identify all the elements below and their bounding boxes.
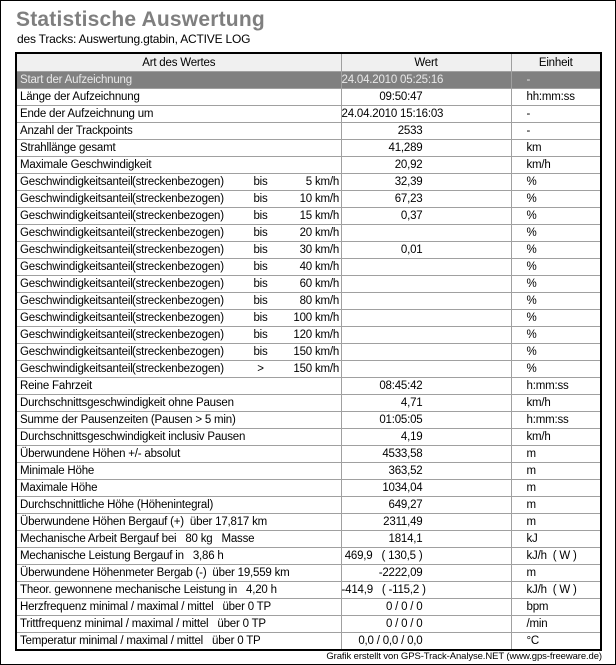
row-unit: - bbox=[511, 123, 600, 140]
row-unit: % bbox=[511, 208, 600, 225]
column-header-unit[interactable]: Einheit bbox=[511, 54, 600, 72]
table-row[interactable] bbox=[17, 276, 600, 293]
table-row[interactable] bbox=[17, 344, 600, 361]
table-row[interactable] bbox=[17, 412, 600, 429]
row-value: 1814,1 bbox=[341, 531, 511, 548]
table-row[interactable] bbox=[17, 174, 600, 191]
speed-qualifier: (streckenbezogen) bbox=[132, 227, 224, 239]
row-label bbox=[17, 276, 341, 293]
row-unit: km/h bbox=[511, 395, 600, 412]
row-label: Mechanische Leistung Bergauf in 3,86 h bbox=[17, 548, 341, 565]
row-value: 20,92 bbox=[341, 157, 511, 174]
row-value: 0,37 bbox=[341, 208, 511, 225]
row-value: 2533 bbox=[341, 123, 511, 140]
table-row[interactable] bbox=[17, 616, 600, 633]
speed-limit: 5 bbox=[305, 176, 312, 188]
speed-label: Geschwindigkeitsanteil bbox=[20, 176, 133, 188]
row-unit: % bbox=[511, 327, 600, 344]
row-unit: m bbox=[511, 497, 600, 514]
speed-qualifier: (streckenbezogen) bbox=[132, 346, 224, 358]
speed-qualifier: (streckenbezogen) bbox=[132, 193, 224, 205]
table-row[interactable] bbox=[17, 480, 600, 497]
row-label bbox=[17, 310, 341, 327]
row-value bbox=[341, 327, 511, 344]
row-value: 0,0 / 0,0 / 0,0 bbox=[341, 633, 511, 650]
row-label: Summe der Pausenzeiten (Pausen > 5 min) bbox=[17, 412, 341, 429]
speed-limit-unit: km/h bbox=[315, 278, 340, 290]
table-row[interactable] bbox=[17, 531, 600, 548]
table-row[interactable] bbox=[17, 191, 600, 208]
table-row[interactable] bbox=[17, 106, 600, 123]
table-row[interactable] bbox=[17, 242, 600, 259]
speed-label: Geschwindigkeitsanteil bbox=[20, 329, 133, 341]
row-unit: % bbox=[511, 242, 600, 259]
row-value: -414,9 ( -115,2 ) bbox=[341, 582, 511, 599]
speed-limit: 150 bbox=[293, 363, 312, 375]
row-label: Anzahl der Trackpoints bbox=[17, 123, 341, 140]
table-row[interactable] bbox=[17, 446, 600, 463]
row-unit: km/h bbox=[511, 429, 600, 446]
row-label: Überwundene Höhenmeter Bergab (-) über 19,559 km bbox=[17, 565, 341, 582]
speed-operator: bis bbox=[253, 278, 268, 290]
speed-label: Geschwindigkeitsanteil bbox=[20, 295, 133, 307]
speed-operator: bis bbox=[253, 329, 268, 341]
row-value bbox=[341, 344, 511, 361]
speed-limit: 15 bbox=[299, 210, 312, 222]
table-row[interactable] bbox=[17, 361, 600, 378]
table-header-row bbox=[17, 54, 600, 72]
speed-limit-unit: km/h bbox=[315, 363, 340, 375]
row-value bbox=[341, 276, 511, 293]
table-row[interactable] bbox=[17, 123, 600, 140]
row-unit: % bbox=[511, 276, 600, 293]
table-row[interactable] bbox=[17, 225, 600, 242]
table-row[interactable] bbox=[17, 157, 600, 174]
row-label: Überwundene Höhen Bergauf (+) über 17,817 km bbox=[17, 514, 341, 531]
speed-operator: bis bbox=[253, 210, 268, 222]
row-label: Durchschnittsgeschwindigkeit inclusiv Pausen bbox=[17, 429, 341, 446]
row-unit: m bbox=[511, 514, 600, 531]
table-row[interactable] bbox=[17, 548, 600, 565]
table-body bbox=[17, 72, 600, 650]
row-value bbox=[341, 259, 511, 276]
speed-operator: bis bbox=[253, 244, 268, 256]
table-row[interactable] bbox=[17, 259, 600, 276]
row-label: Herzfrequenz minimal / maximal / mittel über 0 TP bbox=[17, 599, 341, 616]
row-unit: km/h bbox=[511, 157, 600, 174]
row-value: 469,9 ( 130,5 ) bbox=[341, 548, 511, 565]
speed-limit: 150 bbox=[293, 346, 312, 358]
row-label bbox=[17, 259, 341, 276]
speed-qualifier: (streckenbezogen) bbox=[132, 329, 224, 341]
row-label: Start der Aufzeichnung bbox=[17, 72, 341, 89]
row-label bbox=[17, 293, 341, 310]
row-label: Durchschnittsgeschwindigkeit ohne Pausen bbox=[17, 395, 341, 412]
speed-limit-unit: km/h bbox=[315, 261, 340, 273]
speed-limit: 10 bbox=[299, 193, 312, 205]
speed-operator: bis bbox=[253, 227, 268, 239]
row-value: 363,52 bbox=[341, 463, 511, 480]
table-row[interactable] bbox=[17, 72, 600, 89]
row-label bbox=[17, 174, 341, 191]
row-value: 41,289 bbox=[341, 140, 511, 157]
report-title: Statistische Auswertung bbox=[16, 8, 265, 31]
speed-limit: 100 bbox=[293, 312, 312, 324]
row-unit: % bbox=[511, 361, 600, 378]
speed-label: Geschwindigkeitsanteil bbox=[20, 346, 133, 358]
table-row[interactable] bbox=[17, 395, 600, 412]
speed-operator: > bbox=[257, 363, 264, 375]
row-value: 01:05:05 bbox=[341, 412, 511, 429]
row-value: 4533,58 bbox=[341, 446, 511, 463]
table-row[interactable] bbox=[17, 429, 600, 446]
table-row[interactable] bbox=[17, 378, 600, 395]
row-label: Überwundene Höhen +/- absolut bbox=[17, 446, 341, 463]
speed-qualifier: (streckenbezogen) bbox=[132, 210, 224, 222]
speed-limit: 80 bbox=[299, 295, 312, 307]
speed-qualifier: (streckenbezogen) bbox=[132, 295, 224, 307]
row-unit: m bbox=[511, 446, 600, 463]
row-label: Temperatur minimal / maximal / mittel über 0 TP bbox=[17, 633, 341, 650]
speed-limit-unit: km/h bbox=[315, 210, 340, 222]
row-value: 4,19 bbox=[341, 429, 511, 446]
table-row[interactable] bbox=[17, 208, 600, 225]
speed-limit: 20 bbox=[299, 227, 312, 239]
row-label bbox=[17, 191, 341, 208]
row-unit: % bbox=[511, 293, 600, 310]
row-unit: % bbox=[511, 225, 600, 242]
table-row[interactable] bbox=[17, 327, 600, 344]
speed-limit-unit: km/h bbox=[315, 176, 340, 188]
speed-limit: 30 bbox=[299, 244, 312, 256]
row-unit: % bbox=[511, 191, 600, 208]
row-label: Länge der Aufzeichnung bbox=[17, 89, 341, 106]
table-row[interactable] bbox=[17, 565, 600, 582]
speed-operator: bis bbox=[253, 312, 268, 324]
table-row[interactable] bbox=[17, 599, 600, 616]
speed-qualifier: (streckenbezogen) bbox=[132, 312, 224, 324]
row-value: 4,71 bbox=[341, 395, 511, 412]
speed-operator: bis bbox=[253, 176, 268, 188]
row-label: Maximale Geschwindigkeit bbox=[17, 157, 341, 174]
row-value bbox=[341, 293, 511, 310]
speed-limit: 120 bbox=[293, 329, 312, 341]
row-unit: bpm bbox=[511, 599, 600, 616]
speed-qualifier: (streckenbezogen) bbox=[132, 363, 224, 375]
row-unit: kJ/h ( W ) bbox=[511, 548, 600, 565]
speed-qualifier: (streckenbezogen) bbox=[132, 244, 224, 256]
row-label: Theor. gewonnene mechanische Leistung in 4,20 h bbox=[17, 582, 341, 599]
speed-limit-unit: km/h bbox=[315, 295, 340, 307]
row-value: -2222,09 bbox=[341, 565, 511, 582]
speed-operator: bis bbox=[253, 193, 268, 205]
row-value: 09:50:47 bbox=[341, 89, 511, 106]
speed-limit-unit: km/h bbox=[315, 244, 340, 256]
row-unit: hh:mm:ss bbox=[511, 89, 600, 106]
row-unit: % bbox=[511, 174, 600, 191]
table-row[interactable] bbox=[17, 514, 600, 531]
row-label bbox=[17, 327, 341, 344]
table-row[interactable] bbox=[17, 310, 600, 327]
speed-label: Geschwindigkeitsanteil bbox=[20, 312, 133, 324]
row-unit: - bbox=[511, 106, 600, 123]
speed-label: Geschwindigkeitsanteil bbox=[20, 193, 133, 205]
row-unit: m bbox=[511, 463, 600, 480]
row-value: 24.04.2010 05:25:16 bbox=[341, 72, 511, 89]
row-label bbox=[17, 361, 341, 378]
speed-operator: bis bbox=[253, 295, 268, 307]
statistics-table-container bbox=[15, 52, 602, 651]
row-value: 08:45:42 bbox=[341, 378, 511, 395]
row-label bbox=[17, 344, 341, 361]
row-unit: - bbox=[511, 72, 600, 89]
speed-operator: bis bbox=[253, 261, 268, 273]
row-unit: °C bbox=[526, 635, 540, 647]
row-label: Trittfrequenz minimal / maximal / mittel über 0 TP bbox=[17, 616, 341, 633]
speed-operator: bis bbox=[253, 346, 268, 358]
table-row[interactable] bbox=[17, 293, 600, 310]
table-row[interactable] bbox=[17, 89, 600, 106]
speed-label: Geschwindigkeitsanteil bbox=[20, 261, 133, 273]
row-unit: % bbox=[511, 344, 600, 361]
row-value: 649,27 bbox=[341, 497, 511, 514]
row-unit: m bbox=[511, 565, 600, 582]
row-unit: m bbox=[511, 480, 600, 497]
footer-credit: Grafik erstellt von GPS-Track-Analyse.NET (www.gps-freeware.de) bbox=[326, 651, 602, 662]
statistics-table bbox=[17, 54, 600, 649]
speed-label: Geschwindigkeitsanteil bbox=[20, 244, 133, 256]
row-unit: % bbox=[511, 310, 600, 327]
speed-limit-unit: km/h bbox=[315, 329, 340, 341]
speed-qualifier: (streckenbezogen) bbox=[132, 278, 224, 290]
row-value: 24.04.2010 15:16:03 bbox=[341, 106, 511, 123]
table-row[interactable] bbox=[17, 140, 600, 157]
row-label: Maximale Höhe bbox=[17, 480, 341, 497]
speed-limit: 40 bbox=[299, 261, 312, 273]
row-label: Durchschnittliche Höhe (Höhenintegral) bbox=[17, 497, 341, 514]
row-label: Reine Fahrzeit bbox=[17, 378, 341, 395]
speed-limit-unit: km/h bbox=[315, 312, 340, 324]
speed-qualifier: (streckenbezogen) bbox=[132, 261, 224, 273]
speed-label: Geschwindigkeitsanteil bbox=[20, 210, 133, 222]
row-value: 0,01 bbox=[341, 242, 511, 259]
row-label: Ende der Aufzeichnung um bbox=[17, 106, 341, 123]
row-unit: h:mm:ss bbox=[511, 412, 600, 429]
column-header-type[interactable]: Art des Wertes bbox=[17, 54, 341, 72]
speed-label: Geschwindigkeitsanteil bbox=[20, 227, 133, 239]
row-label: Minimale Höhe bbox=[17, 463, 341, 480]
row-value bbox=[341, 361, 511, 378]
row-value: 0 / 0 / 0 bbox=[341, 599, 511, 616]
row-label: Mechanische Arbeit Bergauf bei 80 kg Masse bbox=[17, 531, 341, 548]
table-row[interactable] bbox=[17, 497, 600, 514]
column-header-value[interactable]: Wert bbox=[341, 54, 511, 72]
row-unit: km bbox=[511, 140, 600, 157]
speed-limit-unit: km/h bbox=[315, 227, 340, 239]
speed-limit: 60 bbox=[299, 278, 312, 290]
row-value bbox=[341, 310, 511, 327]
row-label bbox=[17, 225, 341, 242]
row-unit: /min bbox=[511, 616, 600, 633]
row-label: Strahllänge gesamt bbox=[17, 140, 341, 157]
row-value: 0 / 0 / 0 bbox=[341, 616, 511, 633]
row-unit: h:mm:ss bbox=[511, 378, 600, 395]
report-subtitle: des Tracks: Auswertung.gtabin, ACTIVE LOG bbox=[17, 32, 251, 46]
speed-label: Geschwindigkeitsanteil bbox=[20, 278, 133, 290]
row-value bbox=[341, 225, 511, 242]
row-unit: % bbox=[511, 259, 600, 276]
row-value: 67,23 bbox=[341, 191, 511, 208]
row-unit: kJ/h ( W ) bbox=[511, 582, 600, 599]
speed-label: Geschwindigkeitsanteil bbox=[20, 363, 133, 375]
table-row[interactable] bbox=[17, 582, 600, 599]
row-value: 1034,04 bbox=[341, 480, 511, 497]
row-label bbox=[17, 242, 341, 259]
table-row[interactable] bbox=[17, 633, 600, 650]
row-unit: kJ bbox=[511, 531, 600, 548]
table-row[interactable] bbox=[17, 463, 600, 480]
row-label bbox=[17, 208, 341, 225]
speed-qualifier: (streckenbezogen) bbox=[132, 176, 224, 188]
row-value: 32,39 bbox=[341, 174, 511, 191]
speed-limit-unit: km/h bbox=[315, 193, 340, 205]
row-value: 2311,49 bbox=[341, 514, 511, 531]
speed-limit-unit: km/h bbox=[315, 346, 340, 358]
